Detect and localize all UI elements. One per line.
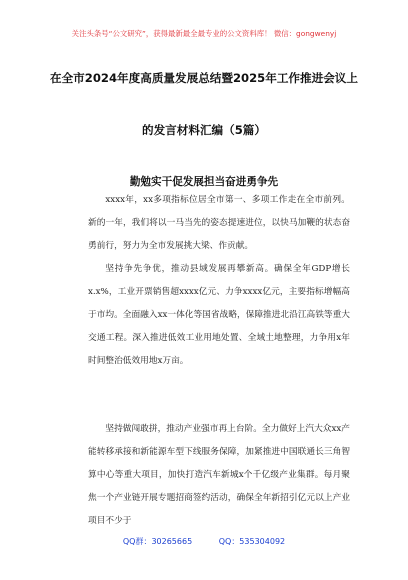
body-paragraph: 坚持做闯敢拼，推动产业强市再上台阶。全力做好上汽大众xx产能转移承接和新能源车型下线服务保障，加紧推进中国联通长三角智算中心等重大项目，加快打造汽车新城x个千亿级产业集群。每月聚焦一个产业链开展专题招商签约活动，确保全年新招引亿元以上产业项目不少于 [88, 424, 350, 526]
body-paragraph: xxxx年，xx多项指标位居全市第一、多项工作走在全市前列。新的一年，我们将以一马当先的姿态提速进位，以快马加鞭的状态奋勇前行，努力为全市发展挑大梁、作贡献。 [88, 195, 350, 251]
document-title-line-2: 的发言材料汇编（5篇） [141, 123, 266, 137]
footer-contact [0, 536, 408, 547]
qq-number: QQ：535304092 [218, 537, 286, 546]
body-paragraph-2-block [88, 258, 350, 373]
section-heading: 勤勉实干促发展担当奋进勇争先 [129, 176, 279, 188]
body-paragraph-3-block [88, 418, 350, 533]
header-banner: 关注头条号“公文研究”，获得最新最全最专业的公文资料库！ 微信：gongwenyj [71, 29, 337, 38]
document-title-line-1: 在全市2024年度高质量发展总结暨2025年工作推进会议上 [49, 71, 358, 85]
body-paragraph: 坚持争先争优，推动县域发展再攀新高。确保全年GDP增长x.x%，工业开票销售超xxxx亿元、力争xxxx亿元，主要指标增幅高于市均。全面融入xx一体化等国省战略，保障推进北沿江高铁等重大交通工程。深入推进低效工业用地处置、全域土地整理，力争用x年时间整治低效用地x万亩。 [88, 264, 350, 366]
qq-group-number: QQ群：30265665 [122, 537, 193, 546]
body-paragraph-1-block [88, 189, 350, 258]
